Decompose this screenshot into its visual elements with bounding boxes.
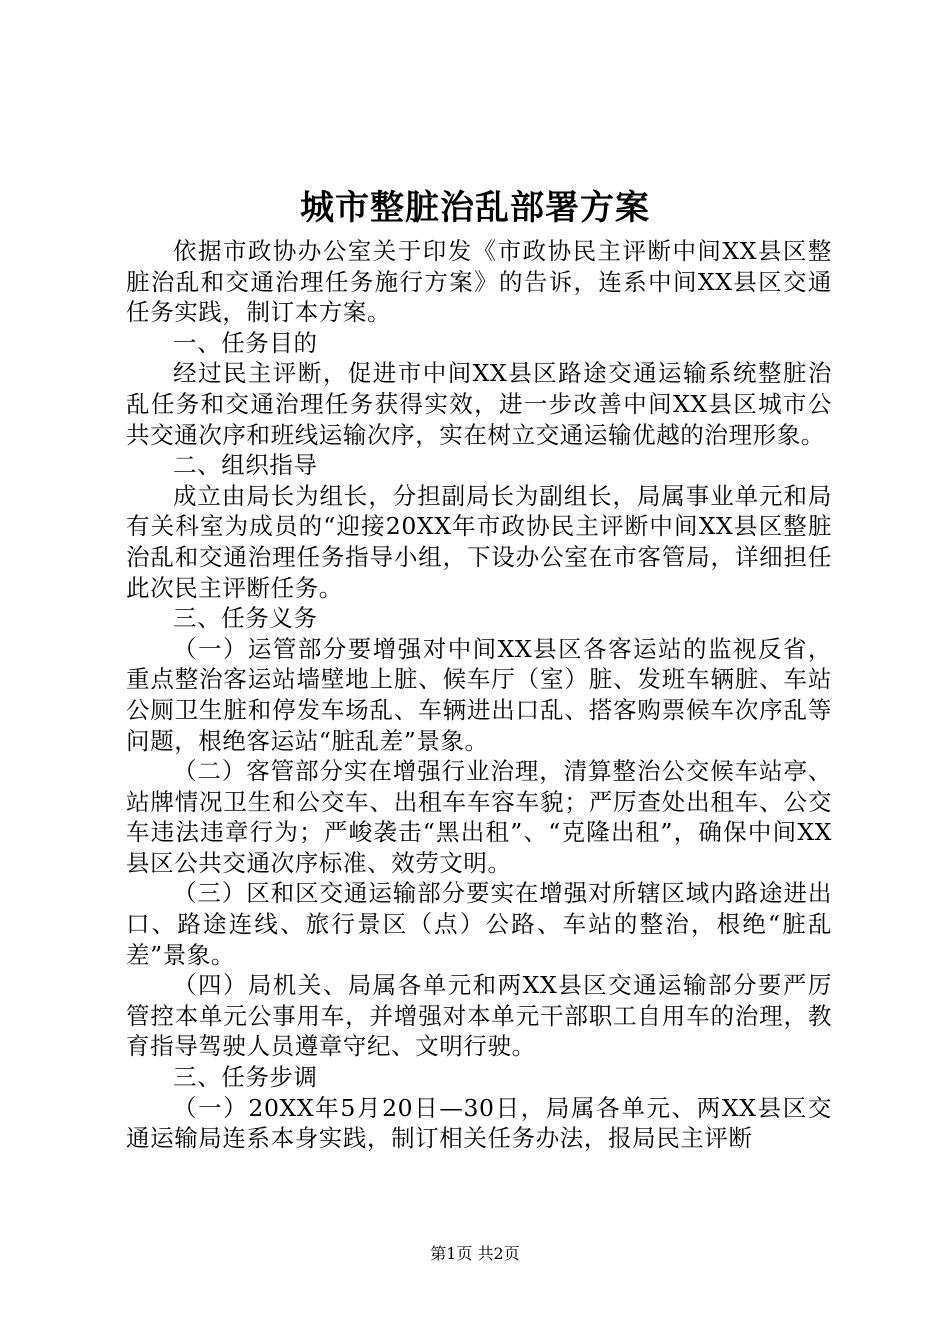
section-heading: 二、组织指导 <box>173 451 318 480</box>
section-heading: 三、任务步调 <box>173 1063 318 1092</box>
body-paragraph: （一）运管部分要增强对中间XX县区各客运站的监视反省，重点整治客运站墙壁地上脏、候车厅（室）脏、发班车辆脏、车站公厕卫生脏和停发车场乱、车辆进出口乱、搭客购票候车次序乱等问题，根绝客运站“脏乱差”景象。 <box>126 634 832 755</box>
section-heading: 一、任务目的 <box>173 328 318 357</box>
document-body <box>126 236 832 1154</box>
page-footer: 第1页 共2页 <box>430 1244 520 1263</box>
document-title: 城市整脏治乱部署方案 <box>300 188 650 228</box>
body-paragraph: （四）局机关、局属各单元和两XX县区交通运输部分要严厉管控本单元公事用车，并增强对本单元干部职工自用车的治理，教育指导驾驶人员遵章守纪、文明行驶。 <box>126 971 832 1061</box>
body-paragraph: 依据市政协办公室关于印发《市政协民主评断中间XX县区整脏治乱和交通治理任务施行方案》的告诉，连系中间XX县区交通任务实践，制订本方案。 <box>126 237 832 327</box>
body-paragraph: （三）区和区交通运输部分要实在增强对所辖区域内路途进出口、路途连线、旅行景区（点）公路、车站的整治，根绝“脏乱差”景象。 <box>126 879 832 969</box>
body-paragraph: （一）20XX年5月20日—30日，局属各单元、两XX县区交通运输局连系本身实践，制订相关任务办法，报局民主评断 <box>126 1093 832 1153</box>
body-paragraph: （二）客管部分实在增强行业治理，清算整治公交候车站亭、站牌情况卫生和公交车、出租车车容车貌；严厉查处出租车、公交车违法违章行为；严峻袭击“黑出租”、“克隆出租”，确保中间XX县区公共交通次序标准、效劳文明。 <box>126 757 832 877</box>
body-paragraph: 成立由局长为组长，分担副局长为副组长，局属事业单元和局有关科室为成员的“迎接20XX年市政协民主评断中间XX县区整脏治乱和交通治理任务指导小组，下设办公室在市客管局，详细担任此次民主评断任务。 <box>126 481 832 602</box>
body-paragraph: 经过民主评断，促进市中间XX县区路途交通运输系统整脏治乱任务和交通治理任务获得实效，进一步改善中间XX县区城市公共交通次序和班线运输次序，实在树立交通运输优越的治理形象。 <box>126 359 832 449</box>
section-heading: 三、任务义务 <box>173 604 318 633</box>
